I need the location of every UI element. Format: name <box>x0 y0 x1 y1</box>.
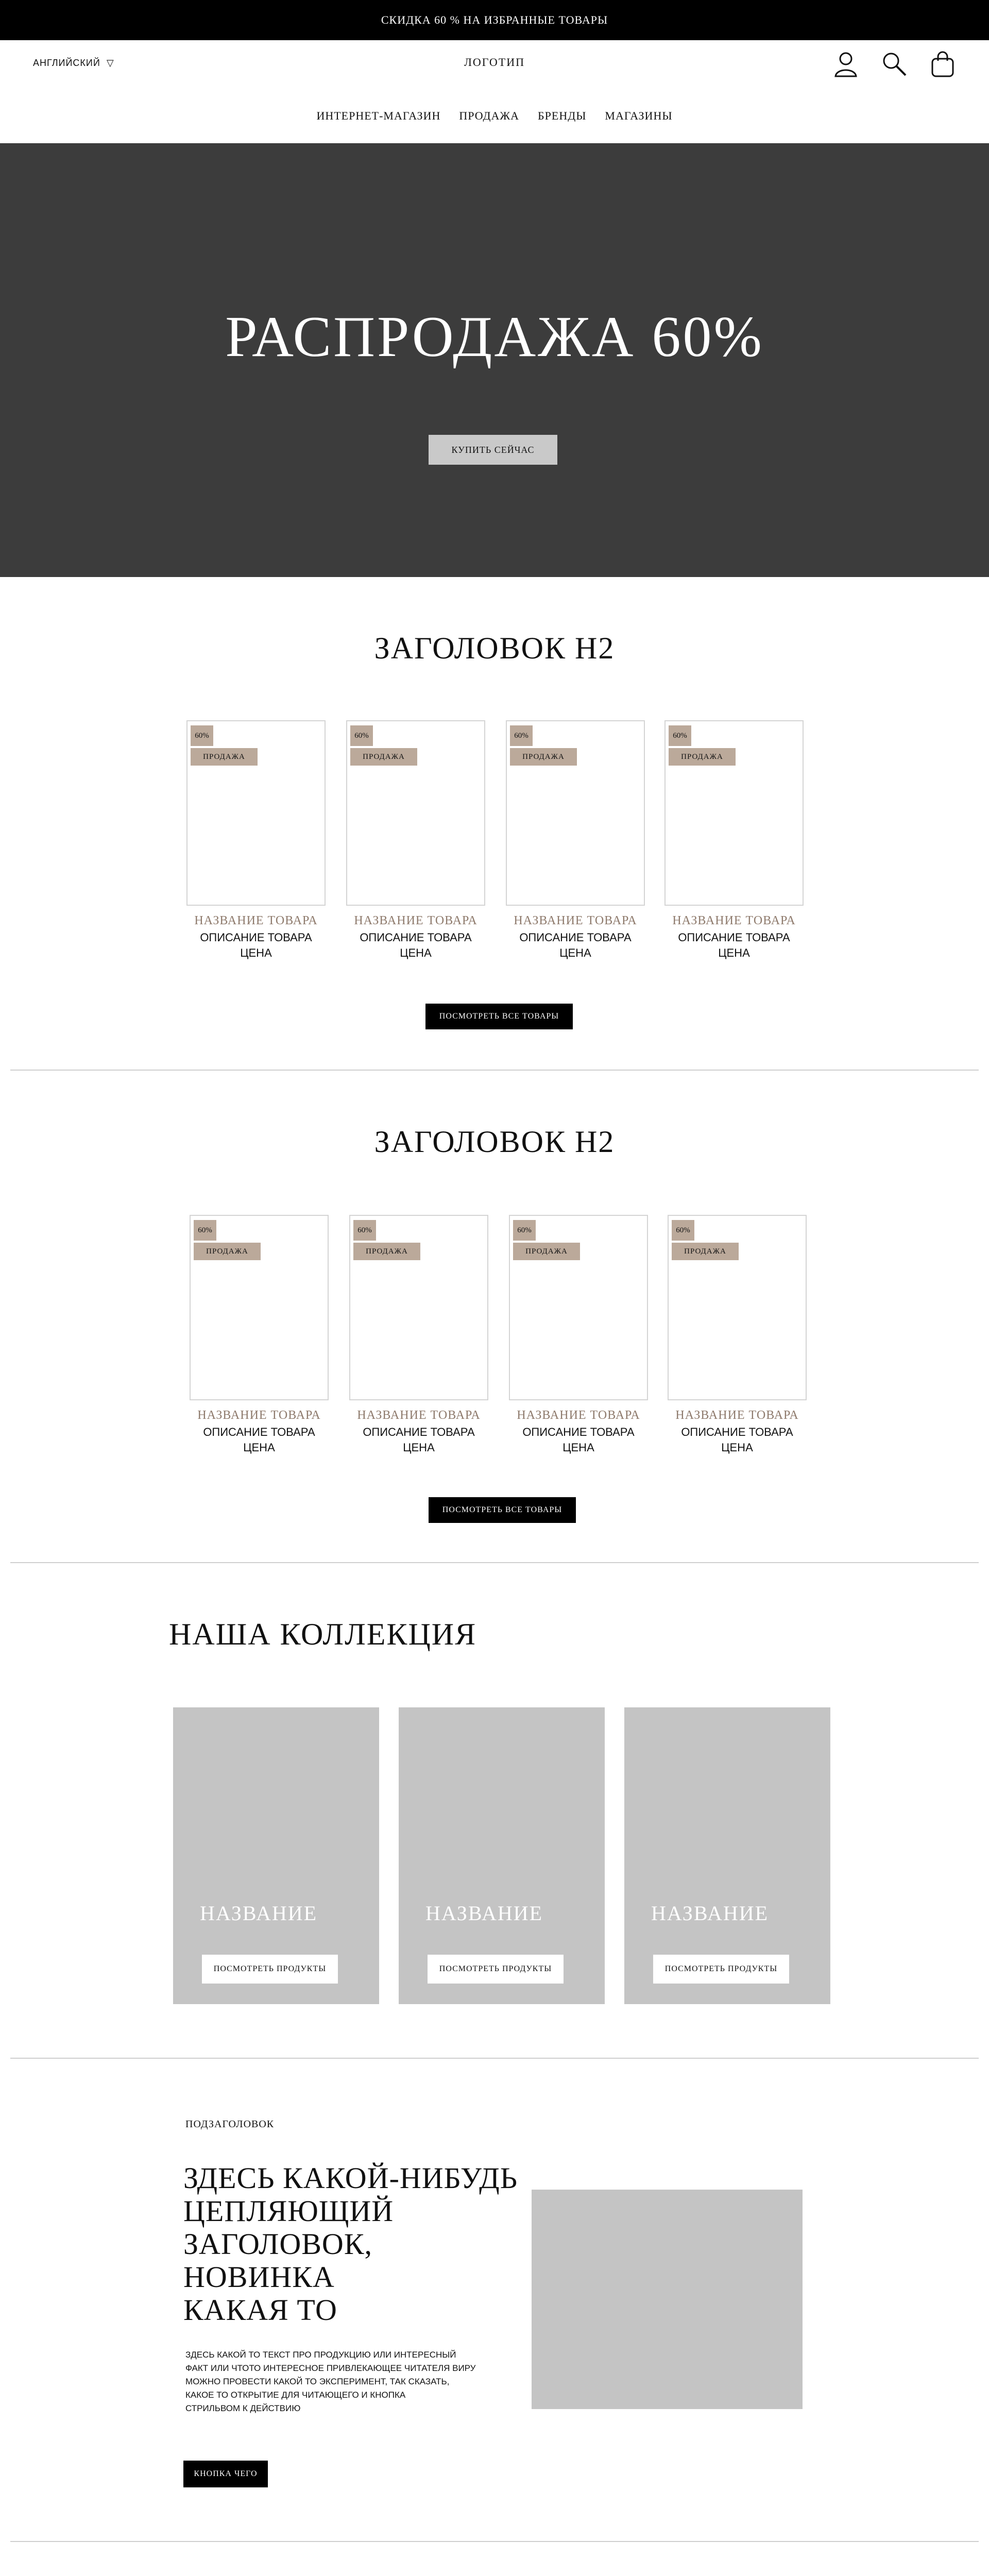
product-name[interactable]: НАЗВАНИЕ ТОВАРА <box>672 914 796 927</box>
user-icon[interactable] <box>832 50 859 77</box>
view-all-products-button[interactable]: ПОСМОТРЕТЬ ВСЕ ТОВАРЫ <box>425 1004 573 1029</box>
product-price: ЦЕНА <box>559 946 591 959</box>
section-divider <box>10 2058 979 2059</box>
product-image[interactable] <box>509 1215 648 1400</box>
product-description: ОПИСАНИЕ ТОВАРА <box>360 931 472 944</box>
product-name[interactable]: НАЗВАНИЕ ТОВАРА <box>514 914 637 927</box>
collection-name: НАЗВАНИЕ <box>651 1902 769 1925</box>
product-card[interactable] <box>186 720 326 960</box>
feature-body <box>185 2348 475 2415</box>
feature-subtitle: ПОДЗАГОЛОВОК <box>185 2119 275 2130</box>
product-card[interactable] <box>346 720 485 960</box>
body-line: СТРИЛЬВОМ К ДЕЙСТВИЮ <box>185 2403 301 2413</box>
product-description: ОПИСАНИЕ ТОВАРА <box>681 1426 793 1438</box>
headline-line: НОВИНКА <box>183 2260 335 2294</box>
headline-line: ЗАГОЛОВОК, <box>183 2227 373 2261</box>
product-name[interactable]: НАЗВАНИЕ ТОВАРА <box>357 1409 481 1422</box>
chevron-down-icon: ▽ <box>106 58 114 68</box>
product-description: ОПИСАНИЕ ТОВАРА <box>363 1426 475 1438</box>
body-line: ЗДЕСЬ КАКОЙ ТО ТЕКСТ ПРО ПРОДУКЦИЮ ИЛИ ИНТЕРЕСНЫЙ <box>185 2350 456 2360</box>
collection-card[interactable] <box>173 1707 379 2004</box>
discount-badge: 60% <box>353 1220 376 1241</box>
view-all-products-button[interactable]: ПОСМОТРЕТЬ ВСЕ ТОВАРЫ <box>429 1497 576 1523</box>
product-description: ОПИСАНИЕ ТОВАРА <box>200 931 312 944</box>
product-card[interactable] <box>509 1215 648 1454</box>
language-label: АНГЛИЙСКИЙ <box>33 58 100 68</box>
product-description: ОПИСАНИЕ ТОВАРА <box>203 1426 315 1438</box>
body-line: КАКОЕ ТО ОТКРЫТИЕ ДЛЯ ЧИТАЮЩЕГО И КНОПКА <box>185 2390 406 2400</box>
product-image[interactable] <box>186 720 326 906</box>
announcement-text: СКИДКА 60 % НА ИЗБРАННЫЕ ТОВАРЫ <box>381 13 608 26</box>
sale-badge: ПРОДАЖА <box>353 1243 420 1260</box>
product-price: ЦЕНА <box>562 1441 594 1454</box>
product-image[interactable] <box>346 720 485 906</box>
product-name[interactable]: НАЗВАНИЕ ТОВАРА <box>194 914 318 927</box>
headline-line: ЗДЕСЬ КАКОЙ-НИБУДЬ <box>183 2161 518 2195</box>
product-card[interactable] <box>190 1215 329 1454</box>
product-image[interactable] <box>668 1215 807 1400</box>
body-line: МОЖНО ПРОВЕСТИ КАКОЙ ТО ЭКСПЕРИМЕНТ, ТАК СКАЗАТЬ, <box>185 2377 450 2386</box>
product-price: ЦЕНА <box>400 946 432 959</box>
product-price: ЦЕНА <box>403 1441 435 1454</box>
product-card[interactable] <box>349 1215 488 1454</box>
headline-line: ЦЕПЛЯЮЩИЙ <box>183 2194 394 2228</box>
product-price: ЦЕНА <box>243 1441 275 1454</box>
feature-headline <box>183 2162 518 2327</box>
feature-image <box>532 2190 803 2409</box>
collection-title: НАША КОЛЛЕКЦИЯ <box>169 1617 477 1651</box>
discount-badge: 60% <box>669 725 691 746</box>
collection-card[interactable] <box>399 1707 605 2004</box>
product-description: ОПИСАНИЕ ТОВАРА <box>519 931 632 944</box>
section-divider <box>10 1070 979 1071</box>
view-products-button[interactable]: ПОСМОТРЕТЬ ПРОДУКТЫ <box>202 1955 338 1984</box>
body-line: ФАКТ ИЛИ ЧТОТО ИНТЕРЕСНОЕ ПРИВЛЕКАЮЩЕЕ ЧИТАТЕЛЯ ВИРУ <box>185 2363 476 2373</box>
view-products-button[interactable]: ПОСМОТРЕТЬ ПРОДУКТЫ <box>653 1955 789 1984</box>
collection-name: НАЗВАНИЕ <box>200 1902 318 1925</box>
product-image[interactable] <box>664 720 804 906</box>
sale-badge: ПРОДАЖА <box>510 748 577 766</box>
product-card[interactable] <box>668 1215 807 1454</box>
view-products-button[interactable]: ПОСМОТРЕТЬ ПРОДУКТЫ <box>428 1955 564 1984</box>
nav-item-brands[interactable]: БРЕНДЫ <box>538 109 587 122</box>
sale-badge: ПРОДАЖА <box>194 1243 261 1260</box>
bag-icon[interactable] <box>929 50 956 77</box>
product-image[interactable] <box>190 1215 329 1400</box>
sale-badge: ПРОДАЖА <box>672 1243 739 1260</box>
hero-title: РАСПРОДАЖА 60% <box>225 305 764 369</box>
discount-badge: 60% <box>194 1220 216 1241</box>
discount-badge: 60% <box>510 725 533 746</box>
product-name[interactable]: НАЗВАНИЕ ТОВАРА <box>517 1409 640 1422</box>
product-name[interactable]: НАЗВАНИЕ ТОВАРА <box>354 914 478 927</box>
discount-badge: 60% <box>672 1220 694 1241</box>
product-price: ЦЕНА <box>721 1441 753 1454</box>
product-card[interactable] <box>664 720 804 960</box>
collection-card[interactable] <box>624 1707 830 2004</box>
product-name[interactable]: НАЗВАНИЕ ТОВАРА <box>675 1409 799 1422</box>
header-icons <box>832 50 956 77</box>
shop-now-button[interactable]: КУПИТЬ СЕЙЧАС <box>429 435 557 465</box>
discount-badge: 60% <box>191 725 213 746</box>
collection-name: НАЗВАНИЕ <box>425 1902 543 1925</box>
section-divider <box>10 2541 979 2542</box>
sale-badge: ПРОДАЖА <box>513 1243 580 1260</box>
product-price: ЦЕНА <box>240 946 272 959</box>
announcement-bar <box>0 0 989 40</box>
nav-item-sale[interactable]: ПРОДАЖА <box>459 109 520 122</box>
headline-line: КАКАЯ ТО <box>183 2293 337 2327</box>
product-description: ОПИСАНИЕ ТОВАРА <box>522 1426 635 1438</box>
product-description: ОПИСАНИЕ ТОВАРА <box>678 931 790 944</box>
main-nav <box>0 109 989 123</box>
search-icon[interactable] <box>881 50 908 77</box>
discount-badge: 60% <box>350 725 373 746</box>
feature-button[interactable]: КНОПКА ЧЕГО <box>183 2461 268 2487</box>
discount-badge: 60% <box>513 1220 536 1241</box>
product-card[interactable] <box>506 720 645 960</box>
product-name[interactable]: НАЗВАНИЕ ТОВАРА <box>197 1409 321 1422</box>
nav-item-stores[interactable]: МАГАЗИНЫ <box>605 109 673 122</box>
product-price: ЦЕНА <box>718 946 750 959</box>
product-image[interactable] <box>349 1215 488 1400</box>
sale-badge: ПРОДАЖА <box>191 748 258 766</box>
sale-badge: ПРОДАЖА <box>669 748 736 766</box>
nav-item-shop[interactable]: ИНТЕРНЕТ-МАГАЗИН <box>316 109 441 122</box>
section2-title: ЗАГОЛОВОК H2 <box>374 1125 615 1159</box>
sale-badge: ПРОДАЖА <box>350 748 417 766</box>
section1-title: ЗАГОЛОВОК H2 <box>374 631 615 665</box>
product-image[interactable] <box>506 720 645 906</box>
logo-text: ЛОГОТИП <box>464 56 525 69</box>
section-divider <box>10 1562 979 1563</box>
